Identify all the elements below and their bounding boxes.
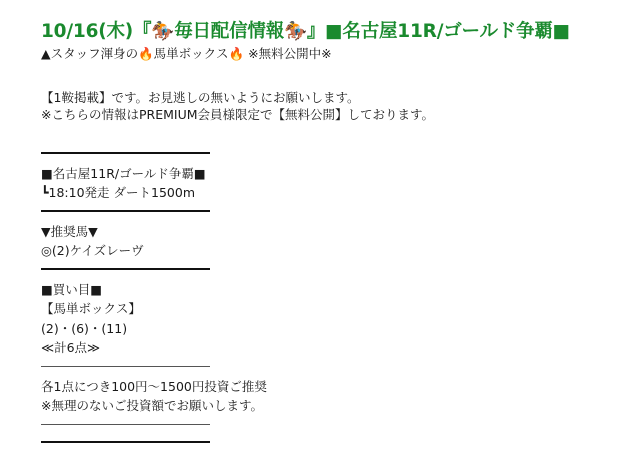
divider — [41, 441, 210, 443]
advice-line-1: 各1点につき100円～1500円投資ご推奨 — [41, 379, 267, 394]
bets-combo: (2)・(6)・(11) — [41, 321, 128, 336]
divider — [41, 268, 210, 270]
divider — [41, 366, 210, 367]
advice-line-2: ※無理のないご投資額でお願いします。 — [41, 398, 263, 413]
race-detail: ┗18:10発走 ダート1500m — [41, 185, 196, 200]
recommended-heading: ▼推奨馬▼ — [41, 224, 98, 239]
divider — [41, 210, 210, 212]
race-heading: ■名古屋11R/ゴールド争覇■ — [41, 166, 206, 181]
subtitle: ▲スタッフ渾身の🔥馬単ボックス🔥 ※無料公開中※ — [41, 46, 332, 61]
bets-total: ≪計6点≫ — [41, 340, 101, 355]
bets-heading: ■買い目■ — [41, 282, 103, 297]
page-title: 10/16(木)『🏇毎日配信情報🏇』■名古屋11R/ゴールド争覇■ — [41, 21, 570, 42]
recommended-horse: ◎(2)ケイズレーヴ — [41, 243, 144, 258]
intro-line-2: ※こちらの情報はPREMIUM会員様限定で【無料公開】しております。 — [41, 107, 435, 122]
divider — [41, 152, 210, 154]
bets-type: 【馬単ボックス】 — [41, 301, 141, 316]
intro-line-1: 【1鞍掲載】です。お見逃しの無いようにお願いします。 — [41, 90, 360, 105]
divider — [41, 424, 210, 425]
